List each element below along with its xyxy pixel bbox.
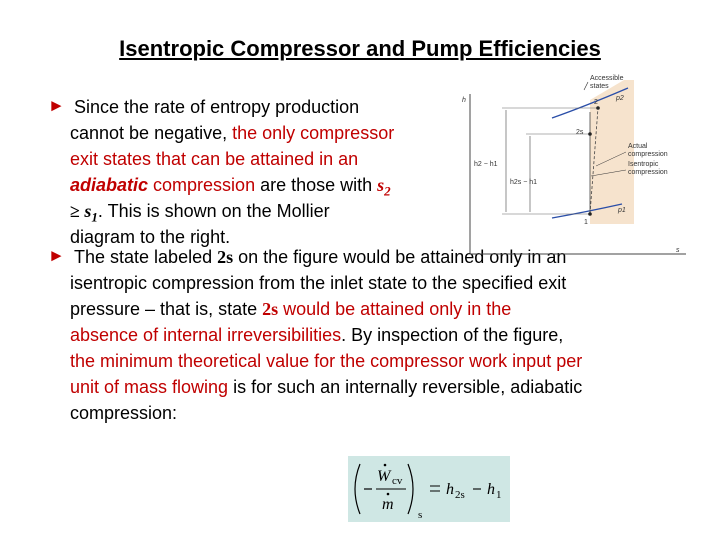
legend-actual-2: compression	[628, 151, 668, 158]
s-subscript: s	[418, 509, 423, 521]
bullet2-line5: the minimum theoretical value for the compressor work input per	[70, 351, 583, 371]
s2-variable: $s_2$	[377, 175, 391, 199]
p1-label: p1	[618, 207, 626, 214]
h2s-symbol: h	[446, 481, 454, 498]
accessible-states-label-2: states	[590, 83, 609, 90]
adiabatic-emphasis: adiabatic	[70, 175, 149, 195]
bullet1-line5-text: . This is shown on the Mollier	[97, 201, 330, 221]
s1-variable: $s_1$	[84, 201, 98, 225]
h1-subscript: 1	[496, 489, 502, 501]
dim-isentropic-label: h2s − h1	[510, 179, 538, 186]
bullet2-line7: compression:	[70, 403, 178, 423]
work-formula	[348, 456, 510, 522]
state-2-point	[596, 106, 600, 110]
dim-actual-label: h2 − h1	[474, 161, 498, 168]
bullet1-line6: diagram to the right.	[70, 227, 231, 247]
bullet2-line3-red: would be attained only in the	[278, 299, 512, 319]
accessible-states-label-1: Accessible	[590, 75, 624, 82]
legend-isentropic-1: Isentropic	[628, 161, 659, 168]
state-2-label: 2	[594, 99, 598, 106]
bullet2-line2: isentropic compression from the inlet state to the specified exit	[70, 273, 567, 293]
bullet1-line1: Since the rate of entropy production	[74, 97, 360, 117]
state-1-label: 1	[584, 219, 588, 226]
legend-actual-1: Actual	[628, 143, 648, 150]
w-symbol: W	[377, 468, 391, 485]
bullet2-line6	[70, 375, 582, 399]
bullet2-line4-text: . By inspection of the figure,	[341, 325, 564, 345]
bullet2-line4-red: absence of internal irreversibilities	[70, 325, 342, 345]
x-axis-label: s	[676, 247, 680, 254]
formula-box	[348, 456, 510, 522]
accessible-arrow	[584, 82, 588, 90]
state-2s-fig-label: 2s	[576, 129, 584, 136]
bullet2-line6-text: is for such an internally reversible, adiabatic	[228, 377, 583, 397]
bullet1-line2	[70, 121, 394, 145]
bullet2-line3-text: pressure – that is, state	[70, 299, 263, 319]
state-2s-label: 2s	[262, 299, 279, 319]
left-paren	[355, 464, 360, 514]
m-dot	[387, 493, 390, 496]
bullet2-line1-c: on the figure would be attained only in an	[233, 247, 567, 267]
h2s-subscript: 2s	[455, 489, 465, 501]
p2-label: p2	[616, 95, 624, 102]
bullet1-line3: exit states that can be attained in an	[70, 149, 359, 169]
w-dot	[384, 464, 387, 467]
right-paren	[408, 464, 413, 514]
bullet2-line6-red: unit of mass flowing	[70, 377, 229, 397]
bullet1-line4-text: are those with	[255, 175, 378, 195]
bullet1-line2-text: cannot be negative,	[70, 123, 233, 143]
state-1-point	[588, 212, 592, 216]
m-symbol: m	[382, 496, 394, 513]
slide-title: Isentropic Compressor and Pump Efficiencies	[119, 36, 601, 61]
bullet1-line2-red: the only compressor	[232, 123, 395, 143]
legend-isentropic-2: compression	[628, 169, 668, 176]
state-2s-point	[588, 132, 592, 136]
state-2s-label: 2s	[217, 247, 234, 267]
bullet2-line3	[70, 297, 511, 321]
bullet1-line4-red: compression	[148, 175, 256, 195]
bullet2-line4	[70, 323, 563, 347]
bullet2-line1-a: The state labeled	[74, 247, 218, 267]
geq-symbol: ≥	[70, 201, 85, 221]
bullet-arrow-icon: ►	[48, 96, 65, 115]
cv-subscript: cv	[392, 475, 403, 487]
h1-symbol: h	[487, 481, 495, 498]
mollier-diagram	[456, 72, 688, 258]
bullet-arrow-icon: ►	[48, 246, 65, 265]
y-axis-label: h	[462, 97, 466, 104]
